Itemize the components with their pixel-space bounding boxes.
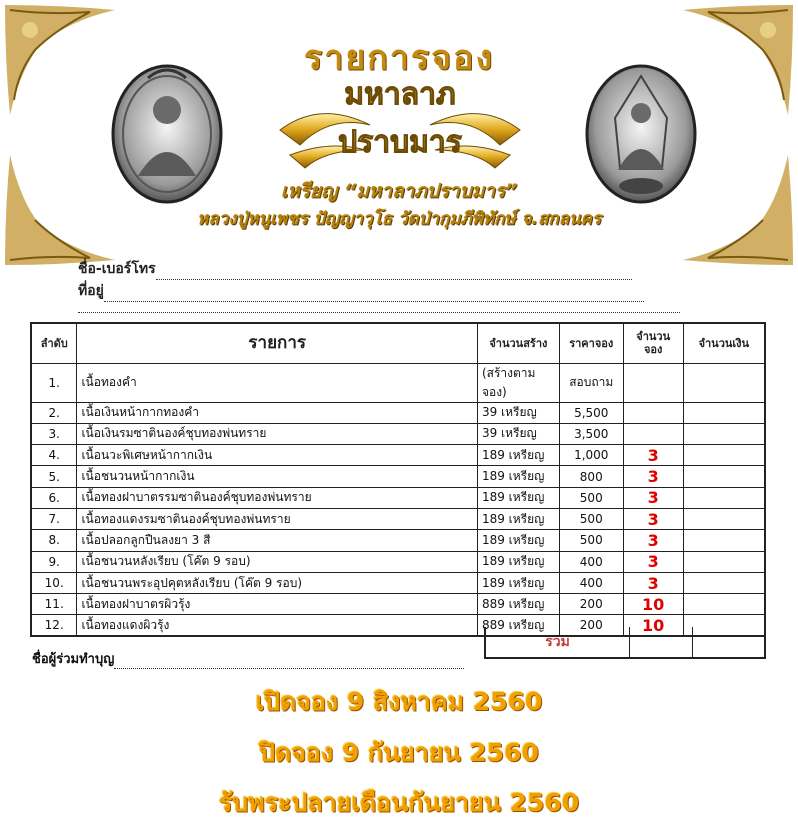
row-created: 889 เหรียญ [477, 615, 559, 636]
row-amount [683, 508, 765, 529]
row-item: เนื้อชนวนพระอุปคุตหลังเรียบ (โค๊ต 9 รอบ) [77, 572, 478, 593]
row-item: เนื้อทองฝาบาตรผิวรุ้ง [77, 594, 478, 615]
address-line-2 [78, 312, 680, 313]
row-qty: 3 [623, 551, 683, 572]
row-created: 189 เหรียญ [477, 445, 559, 466]
row-created: 189 เหรียญ [477, 466, 559, 487]
page-title: รายการจอง [303, 38, 495, 78]
row-qty: 3 [623, 466, 683, 487]
address-label: ที่อยู่ [78, 283, 104, 299]
row-amount [683, 594, 765, 615]
row-price: 500 [559, 530, 623, 551]
row-qty: 3 [623, 530, 683, 551]
table-row [31, 445, 765, 466]
row-num: 10. [31, 572, 77, 593]
close-date: ปิดจอง 9 กันยายน 2560 [259, 738, 539, 767]
row-qty: 3 [623, 445, 683, 466]
row-item: เนื้อชนวนหน้ากากเงิน [77, 466, 478, 487]
row-num: 9. [31, 551, 77, 572]
row-price: 200 [559, 615, 623, 636]
row-num: 1. [31, 363, 77, 402]
row-created: 39 เหรียญ [477, 423, 559, 444]
row-amount [683, 363, 765, 402]
row-created: 189 เหรียญ [477, 551, 559, 572]
row-item: เนื้อทองคำ [77, 363, 478, 402]
table-row [31, 363, 765, 402]
row-amount [683, 402, 765, 423]
row-price: 500 [559, 487, 623, 508]
row-created: 189 เหรียญ [477, 572, 559, 593]
open-date: เปิดจอง 9 สิงหาคม 2560 [255, 687, 543, 716]
row-price: 200 [559, 594, 623, 615]
table-row [31, 508, 765, 529]
col-qty: จำนวนจอง [623, 323, 683, 363]
name-phone-field[interactable] [78, 258, 632, 280]
row-qty: 10 [623, 615, 683, 636]
row-price: 1,000 [559, 445, 623, 466]
address-line [104, 288, 644, 302]
order-table [30, 322, 766, 637]
row-item: เนื้อปลอกลูกปืนลงยา 3 สี [77, 530, 478, 551]
row-item: เนื้อเงินรมซาตินองค์ชุบทองพ่นทราย [77, 423, 478, 444]
row-created: 189 เหรียญ [477, 487, 559, 508]
row-qty: 3 [623, 487, 683, 508]
name-phone-label: ชื่อ-เบอร์โทร [78, 261, 156, 277]
total-separator [692, 627, 693, 657]
row-qty [623, 402, 683, 423]
table-row [31, 423, 765, 444]
row-item: เนื้อทองแดงรมซาตินองค์ชุบทองพ่นทราย [77, 508, 478, 529]
col-created: จำนวนสร้าง [477, 323, 559, 363]
row-amount [683, 466, 765, 487]
table-row [31, 572, 765, 593]
table-row [31, 551, 765, 572]
row-price: 400 [559, 551, 623, 572]
row-num: 7. [31, 508, 77, 529]
row-created: 189 เหรียญ [477, 530, 559, 551]
row-created: 189 เหรียญ [477, 508, 559, 529]
row-qty [623, 363, 683, 402]
row-created: (สร้างตามจอง) [477, 363, 559, 402]
name-phone-line [156, 266, 632, 280]
logo-text-bottom: ปราบมาร [338, 125, 462, 160]
table-row [31, 530, 765, 551]
monk-temple-line: หลวงปู่หนูเพชร ปัญญาวุโธ วัดป่ากุมภีพิทักษ์ จ.สกลนคร [196, 209, 602, 229]
row-qty: 10 [623, 594, 683, 615]
receive-date: รับพระปลายเดือนกันยายน 2560 [218, 788, 580, 817]
row-amount [683, 423, 765, 444]
table-row [31, 594, 765, 615]
row-amount [683, 445, 765, 466]
row-amount [683, 572, 765, 593]
col-num: ลำดับ [31, 323, 77, 363]
row-price: สอบถาม [559, 363, 623, 402]
row-price: 400 [559, 572, 623, 593]
row-qty [623, 423, 683, 444]
row-amount [683, 487, 765, 508]
medal-logo-icon [270, 70, 530, 178]
col-item: รายการ [77, 323, 478, 363]
row-num: 3. [31, 423, 77, 444]
row-item: เนื้อเงินหน้ากากทองคำ [77, 402, 478, 423]
row-num: 12. [31, 615, 77, 636]
row-created: 889 เหรียญ [477, 594, 559, 615]
row-qty: 3 [623, 572, 683, 593]
col-amount: จำนวนเงิน [683, 323, 765, 363]
row-num: 4. [31, 445, 77, 466]
row-price: 800 [559, 466, 623, 487]
row-qty: 3 [623, 508, 683, 529]
row-amount [683, 551, 765, 572]
logo-text-top: มหาลาภ [344, 77, 456, 112]
row-amount [683, 530, 765, 551]
table-header-row [31, 323, 765, 363]
payer-line [114, 657, 464, 669]
payer-field[interactable] [32, 648, 464, 669]
medal-name: เหรียญ “มหาลาภปราบมาร” [280, 180, 518, 202]
total-label: รวม [486, 627, 630, 657]
row-num: 6. [31, 487, 77, 508]
payer-label: ชื่อผู้ร่วมทำบุญ [32, 652, 115, 667]
row-num: 11. [31, 594, 77, 615]
row-item: เนื้อทองแดงผิวรุ้ง [77, 615, 478, 636]
row-price: 5,500 [559, 402, 623, 423]
address-field[interactable] [78, 280, 644, 302]
table-row [31, 466, 765, 487]
table-row [31, 487, 765, 508]
row-num: 5. [31, 466, 77, 487]
row-num: 8. [31, 530, 77, 551]
total-box [484, 627, 766, 659]
table-row [31, 402, 765, 423]
row-created: 39 เหรียญ [477, 402, 559, 423]
row-price: 500 [559, 508, 623, 529]
row-item: เนื้อชนวนหลังเรียบ (โค๊ต 9 รอบ) [77, 551, 478, 572]
row-num: 2. [31, 402, 77, 423]
col-price: ราคาจอง [559, 323, 623, 363]
row-item: เนื้อนวะพิเศษหน้ากากเงิน [77, 445, 478, 466]
row-price: 3,500 [559, 423, 623, 444]
row-item: เนื้อทองฝาบาตรรมซาตินองค์ชุบทองพ่นทราย [77, 487, 478, 508]
